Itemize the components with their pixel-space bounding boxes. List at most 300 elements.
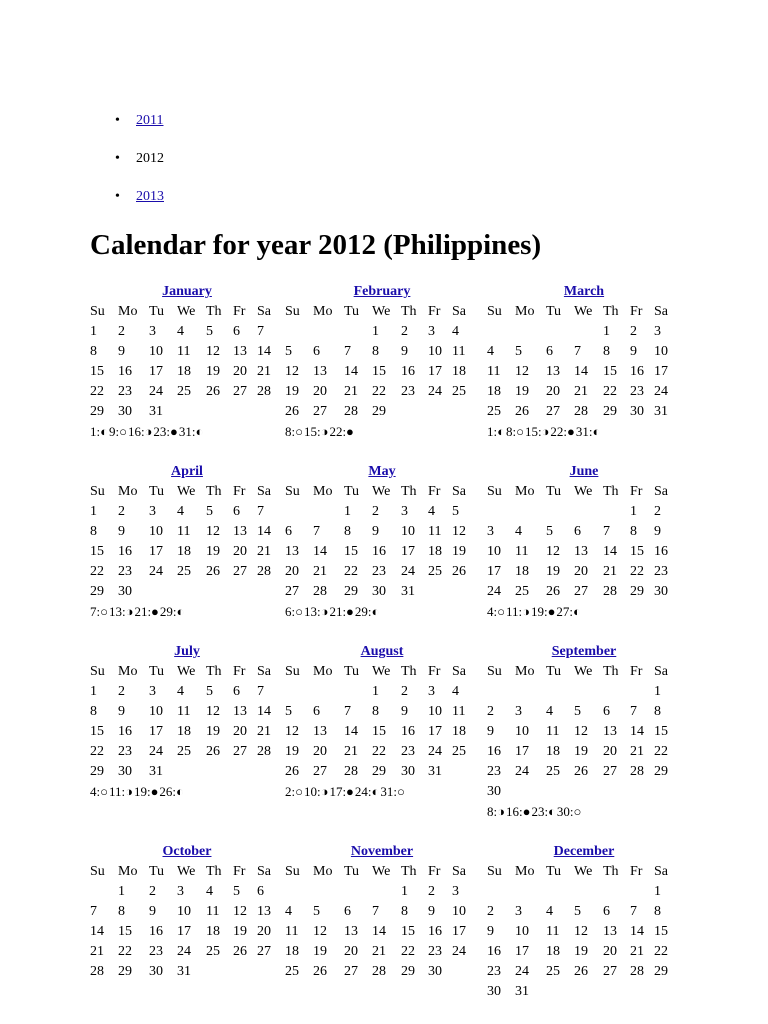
weekday-label: Tu xyxy=(149,304,165,319)
moon-phase: 16:◑ xyxy=(127,424,153,439)
day-cell: 18 xyxy=(285,944,299,959)
moon-phase: 29:◐ xyxy=(159,604,185,619)
weekday-label: Tu xyxy=(149,484,165,499)
day-cell: 9 xyxy=(654,524,661,539)
day-cell: 19 xyxy=(206,364,220,379)
empty-cell xyxy=(515,322,546,342)
empty-cell xyxy=(487,682,515,702)
month-grid xyxy=(90,482,284,602)
weekday-label: Fr xyxy=(428,304,441,319)
weekday-label: Fr xyxy=(233,304,246,319)
day-cell: 17 xyxy=(177,924,191,939)
day-cell: 25 xyxy=(487,404,501,419)
empty-cell xyxy=(487,322,515,342)
day-cell: 25 xyxy=(177,564,191,579)
day-cell: 28 xyxy=(574,404,588,419)
weekday-header xyxy=(90,302,284,322)
week-row xyxy=(90,562,284,582)
day-cell: 15 xyxy=(630,544,644,559)
day-cell: 8 xyxy=(654,704,661,719)
day-cell: 18 xyxy=(546,744,560,759)
day-cell: 10 xyxy=(452,904,466,919)
month-block xyxy=(487,642,681,822)
day-cell: 4 xyxy=(177,504,184,519)
day-cell: 7 xyxy=(344,704,351,719)
day-cell: 26 xyxy=(206,384,220,399)
empty-cell xyxy=(452,402,479,422)
week-row xyxy=(487,502,681,522)
day-cell: 19 xyxy=(285,384,299,399)
empty-cell xyxy=(428,582,452,602)
empty-cell xyxy=(206,402,233,422)
weekday-header xyxy=(285,302,479,322)
weekday-label: Sa xyxy=(654,484,668,499)
day-cell: 15 xyxy=(654,924,668,939)
weekday-label: Tu xyxy=(546,864,562,879)
week-row xyxy=(90,322,284,342)
day-cell: 5 xyxy=(313,904,320,919)
day-cell: 5 xyxy=(574,904,581,919)
day-cell: 11 xyxy=(546,724,560,739)
week-row xyxy=(285,962,479,982)
day-cell: 5 xyxy=(574,704,581,719)
day-cell: 19 xyxy=(452,544,466,559)
year-link[interactable]: 2011 xyxy=(136,113,164,128)
day-cell: 18 xyxy=(546,944,560,959)
month-link[interactable]: July xyxy=(174,644,200,659)
day-cell: 10 xyxy=(487,544,501,559)
weekday-header xyxy=(285,662,479,682)
week-row xyxy=(487,322,681,342)
day-cell: 21 xyxy=(344,744,358,759)
empty-cell xyxy=(344,882,372,902)
empty-cell xyxy=(149,582,177,602)
week-row xyxy=(487,902,681,922)
empty-cell xyxy=(401,402,428,422)
empty-cell xyxy=(654,982,681,1002)
empty-cell xyxy=(630,882,654,902)
week-row xyxy=(487,762,681,782)
bullet-icon: • xyxy=(115,189,120,204)
month-link[interactable]: February xyxy=(353,284,411,299)
day-cell: 25 xyxy=(206,944,220,959)
day-cell: 1 xyxy=(654,684,661,699)
empty-cell xyxy=(574,322,603,342)
weekday-label: Tu xyxy=(149,864,165,879)
month-link[interactable]: November xyxy=(350,844,414,859)
day-cell: 21 xyxy=(257,364,271,379)
weekday-label: We xyxy=(372,864,391,879)
day-cell: 20 xyxy=(313,384,327,399)
month-link[interactable]: March xyxy=(563,284,605,299)
day-cell: 7 xyxy=(257,684,264,699)
day-cell: 23 xyxy=(401,744,415,759)
day-cell: 17 xyxy=(428,724,442,739)
day-cell: 22 xyxy=(344,564,358,579)
day-cell: 16 xyxy=(149,924,163,939)
day-cell: 5 xyxy=(206,684,213,699)
weekday-label: Th xyxy=(206,304,222,319)
weekday-header xyxy=(90,662,284,682)
weekday-label: We xyxy=(372,484,391,499)
empty-cell xyxy=(285,322,313,342)
day-cell: 3 xyxy=(515,904,522,919)
weekday-label: We xyxy=(574,304,593,319)
moon-phase: 13:◑ xyxy=(108,604,134,619)
week-row xyxy=(285,902,479,922)
moon-phases xyxy=(487,602,681,622)
empty-cell xyxy=(603,882,630,902)
month-block xyxy=(487,842,681,1002)
empty-cell xyxy=(574,882,603,902)
moon-phase: 4:○ xyxy=(487,604,505,619)
day-cell: 14 xyxy=(90,924,104,939)
day-cell: 12 xyxy=(285,724,299,739)
week-row xyxy=(285,722,479,742)
day-cell: 8 xyxy=(630,524,637,539)
day-cell: 9 xyxy=(487,724,494,739)
day-cell: 11 xyxy=(177,704,191,719)
weekday-label: Fr xyxy=(233,864,246,879)
bullet-icon: • xyxy=(115,151,120,166)
week-row xyxy=(285,322,479,342)
moon-phase: 16:● xyxy=(505,804,531,819)
day-cell: 23 xyxy=(149,944,163,959)
week-row xyxy=(285,582,479,602)
week-row xyxy=(90,922,284,942)
day-cell: 2 xyxy=(428,884,435,899)
moon-phase: 24:◐ xyxy=(354,784,380,799)
day-cell: 21 xyxy=(630,944,644,959)
day-cell: 17 xyxy=(515,744,529,759)
weekday-label: Su xyxy=(487,664,502,679)
day-cell: 29 xyxy=(344,584,358,599)
day-cell: 18 xyxy=(177,364,191,379)
day-cell: 22 xyxy=(654,744,668,759)
weekday-label: Mo xyxy=(515,664,535,679)
moon-phases xyxy=(285,602,479,622)
day-cell: 4 xyxy=(515,524,522,539)
moon-phase: 31:○ xyxy=(380,784,405,799)
day-cell: 2 xyxy=(372,504,379,519)
day-cell: 5 xyxy=(285,704,292,719)
day-cell: 25 xyxy=(546,764,560,779)
day-cell: 21 xyxy=(574,384,588,399)
month-link[interactable]: August xyxy=(360,644,404,659)
day-cell: 5 xyxy=(233,884,240,899)
day-cell: 4 xyxy=(428,504,435,519)
moon-phase: 21:● xyxy=(329,604,354,619)
day-cell: 2 xyxy=(401,684,408,699)
day-cell: 27 xyxy=(233,384,247,399)
day-cell: 27 xyxy=(603,764,617,779)
month-link[interactable]: October xyxy=(162,844,212,859)
day-cell: 30 xyxy=(118,404,132,419)
day-cell: 20 xyxy=(603,744,617,759)
day-cell: 16 xyxy=(401,364,415,379)
week-row xyxy=(90,882,284,902)
day-cell: 14 xyxy=(257,344,271,359)
moon-phase: 22:● xyxy=(329,424,354,439)
month-block xyxy=(90,282,284,442)
month-block xyxy=(487,462,681,622)
weekday-label: Su xyxy=(285,304,300,319)
day-cell: 25 xyxy=(515,584,529,599)
weekday-label: Tu xyxy=(546,664,562,679)
day-cell: 20 xyxy=(257,924,271,939)
day-cell: 7 xyxy=(313,524,320,539)
day-cell: 6 xyxy=(603,904,610,919)
weekday-label: Su xyxy=(90,664,105,679)
weekday-label: Mo xyxy=(118,484,138,499)
day-cell: 6 xyxy=(313,344,320,359)
day-cell: 20 xyxy=(285,564,299,579)
month-link[interactable]: September xyxy=(551,644,617,659)
moon-phase: 22:● xyxy=(550,424,575,439)
week-row xyxy=(90,502,284,522)
week-row xyxy=(487,682,681,702)
month-link[interactable]: June xyxy=(569,464,599,479)
weekday-header xyxy=(487,302,681,322)
moon-phase: 27:◐ xyxy=(556,604,581,619)
day-cell: 27 xyxy=(344,964,358,979)
weekday-label: Tu xyxy=(344,664,360,679)
day-cell: 23 xyxy=(487,764,501,779)
empty-cell xyxy=(574,682,603,702)
day-cell: 24 xyxy=(149,744,163,759)
day-cell: 30 xyxy=(630,404,644,419)
weekday-label: Sa xyxy=(654,304,668,319)
day-cell: 23 xyxy=(118,744,132,759)
weekday-label: Th xyxy=(206,484,222,499)
day-cell: 12 xyxy=(206,344,220,359)
weekday-label: Fr xyxy=(630,664,643,679)
day-cell: 29 xyxy=(654,764,668,779)
empty-cell xyxy=(177,762,206,782)
day-cell: 1 xyxy=(118,884,125,899)
day-cell: 12 xyxy=(574,724,588,739)
week-row xyxy=(90,542,284,562)
moon-phase: 19:● xyxy=(133,784,159,799)
month-grid xyxy=(487,662,681,802)
empty-cell xyxy=(452,762,479,782)
weekday-label: Sa xyxy=(654,864,668,879)
day-cell: 1 xyxy=(90,504,97,519)
empty-cell xyxy=(630,782,654,802)
day-cell: 11 xyxy=(487,364,501,379)
month-block xyxy=(285,282,479,442)
day-cell: 21 xyxy=(630,744,644,759)
weekday-label: Su xyxy=(90,864,105,879)
month-grid xyxy=(285,482,479,602)
day-cell: 11 xyxy=(206,904,220,919)
empty-cell xyxy=(313,882,344,902)
day-cell: 23 xyxy=(428,944,442,959)
day-cell: 18 xyxy=(177,724,191,739)
weekday-label: We xyxy=(372,664,391,679)
day-cell: 10 xyxy=(515,724,529,739)
day-cell: 9 xyxy=(118,344,125,359)
week-row xyxy=(285,502,479,522)
day-cell: 29 xyxy=(603,404,617,419)
day-cell: 29 xyxy=(654,964,668,979)
weekday-label: Su xyxy=(90,484,105,499)
day-cell: 22 xyxy=(90,384,104,399)
day-cell: 3 xyxy=(428,684,435,699)
empty-cell xyxy=(344,322,372,342)
day-cell: 20 xyxy=(233,364,247,379)
weekday-header xyxy=(487,862,681,882)
empty-cell xyxy=(452,582,479,602)
day-cell: 12 xyxy=(313,924,327,939)
empty-cell xyxy=(487,882,515,902)
day-cell: 7 xyxy=(372,904,379,919)
day-cell: 28 xyxy=(630,764,644,779)
day-cell: 1 xyxy=(401,884,408,899)
week-row xyxy=(487,702,681,722)
day-cell: 9 xyxy=(372,524,379,539)
empty-cell xyxy=(177,582,206,602)
year-link[interactable]: 2013 xyxy=(136,189,164,204)
empty-cell xyxy=(515,882,546,902)
day-cell: 19 xyxy=(515,384,529,399)
day-cell: 28 xyxy=(372,964,386,979)
day-cell: 26 xyxy=(574,964,588,979)
day-cell: 4 xyxy=(546,904,553,919)
day-cell: 13 xyxy=(603,724,617,739)
day-cell: 28 xyxy=(257,564,271,579)
day-cell: 29 xyxy=(90,764,104,779)
day-cell: 3 xyxy=(177,884,184,899)
week-row xyxy=(487,362,681,382)
weekday-label: We xyxy=(177,304,196,319)
day-cell: 12 xyxy=(285,364,299,379)
weekday-header xyxy=(487,482,681,502)
empty-cell xyxy=(546,782,574,802)
day-cell: 4 xyxy=(546,704,553,719)
month-link[interactable]: December xyxy=(553,844,615,859)
moon-phases xyxy=(90,422,284,442)
moon-phase: 11:◑ xyxy=(108,784,133,799)
moon-phase: 6:○ xyxy=(285,604,303,619)
week-row xyxy=(285,362,479,382)
day-cell: 10 xyxy=(428,344,442,359)
month-grid xyxy=(285,302,479,422)
day-cell: 6 xyxy=(546,344,553,359)
weekday-label: Sa xyxy=(257,484,271,499)
month-link[interactable]: April xyxy=(171,464,203,479)
empty-cell xyxy=(603,982,630,1002)
weekday-label: Tu xyxy=(149,664,165,679)
week-row xyxy=(285,402,479,422)
weekday-label: We xyxy=(574,864,593,879)
empty-cell xyxy=(257,962,284,982)
day-cell: 17 xyxy=(428,364,442,379)
day-cell: 11 xyxy=(428,524,442,539)
day-cell: 10 xyxy=(149,524,163,539)
day-cell: 13 xyxy=(546,364,560,379)
empty-cell xyxy=(233,762,257,782)
weekday-label: Th xyxy=(206,664,222,679)
day-cell: 12 xyxy=(206,704,220,719)
weekday-label: Tu xyxy=(344,484,360,499)
day-cell: 6 xyxy=(574,524,581,539)
day-cell: 12 xyxy=(206,524,220,539)
month-block xyxy=(285,462,479,622)
day-cell: 22 xyxy=(401,944,415,959)
day-cell: 28 xyxy=(313,584,327,599)
day-cell: 11 xyxy=(285,924,299,939)
day-cell: 30 xyxy=(487,984,501,999)
weekday-label: Sa xyxy=(257,864,271,879)
weekday-label: Mo xyxy=(515,304,535,319)
day-cell: 20 xyxy=(546,384,560,399)
moon-phase: 15:◑ xyxy=(524,424,550,439)
moon-phases xyxy=(90,602,284,622)
week-row xyxy=(487,542,681,562)
week-row xyxy=(90,342,284,362)
day-cell: 28 xyxy=(344,404,358,419)
moon-phase: 8:◑ xyxy=(487,804,505,819)
day-cell: 19 xyxy=(206,724,220,739)
week-row xyxy=(90,902,284,922)
day-cell: 13 xyxy=(313,724,327,739)
empty-cell xyxy=(630,682,654,702)
day-cell: 5 xyxy=(452,504,459,519)
month-block xyxy=(285,642,479,802)
empty-cell xyxy=(313,322,344,342)
weekday-label: Tu xyxy=(546,484,562,499)
day-cell: 4 xyxy=(285,904,292,919)
day-cell: 17 xyxy=(654,364,668,379)
day-cell: 17 xyxy=(452,924,466,939)
moon-phase: 19:● xyxy=(530,604,556,619)
day-cell: 30 xyxy=(149,964,163,979)
weekday-label: We xyxy=(574,664,593,679)
weekday-label: Th xyxy=(401,664,417,679)
month-grid xyxy=(285,862,479,982)
week-row xyxy=(487,582,681,602)
month-link[interactable]: May xyxy=(368,464,396,479)
day-cell: 31 xyxy=(149,404,163,419)
day-cell: 9 xyxy=(118,704,125,719)
weekday-label: Sa xyxy=(654,664,668,679)
day-cell: 27 xyxy=(285,584,299,599)
day-cell: 13 xyxy=(233,344,247,359)
day-cell: 29 xyxy=(90,404,104,419)
moon-phase: 17:● xyxy=(329,784,354,799)
day-cell: 8 xyxy=(118,904,125,919)
day-cell: 21 xyxy=(603,564,617,579)
day-cell: 4 xyxy=(206,884,213,899)
week-row xyxy=(487,562,681,582)
weekday-label: Sa xyxy=(452,864,466,879)
day-cell: 10 xyxy=(515,924,529,939)
day-cell: 24 xyxy=(428,384,442,399)
weekday-label: Mo xyxy=(118,664,138,679)
empty-cell xyxy=(233,402,257,422)
month-link[interactable]: January xyxy=(162,284,212,299)
day-cell: 29 xyxy=(90,584,104,599)
day-cell: 19 xyxy=(233,924,247,939)
weekday-label: Th xyxy=(401,304,417,319)
week-row xyxy=(487,882,681,902)
week-row xyxy=(90,942,284,962)
day-cell: 15 xyxy=(90,364,104,379)
day-cell: 31 xyxy=(654,404,668,419)
day-cell: 7 xyxy=(630,704,637,719)
day-cell: 14 xyxy=(344,364,358,379)
